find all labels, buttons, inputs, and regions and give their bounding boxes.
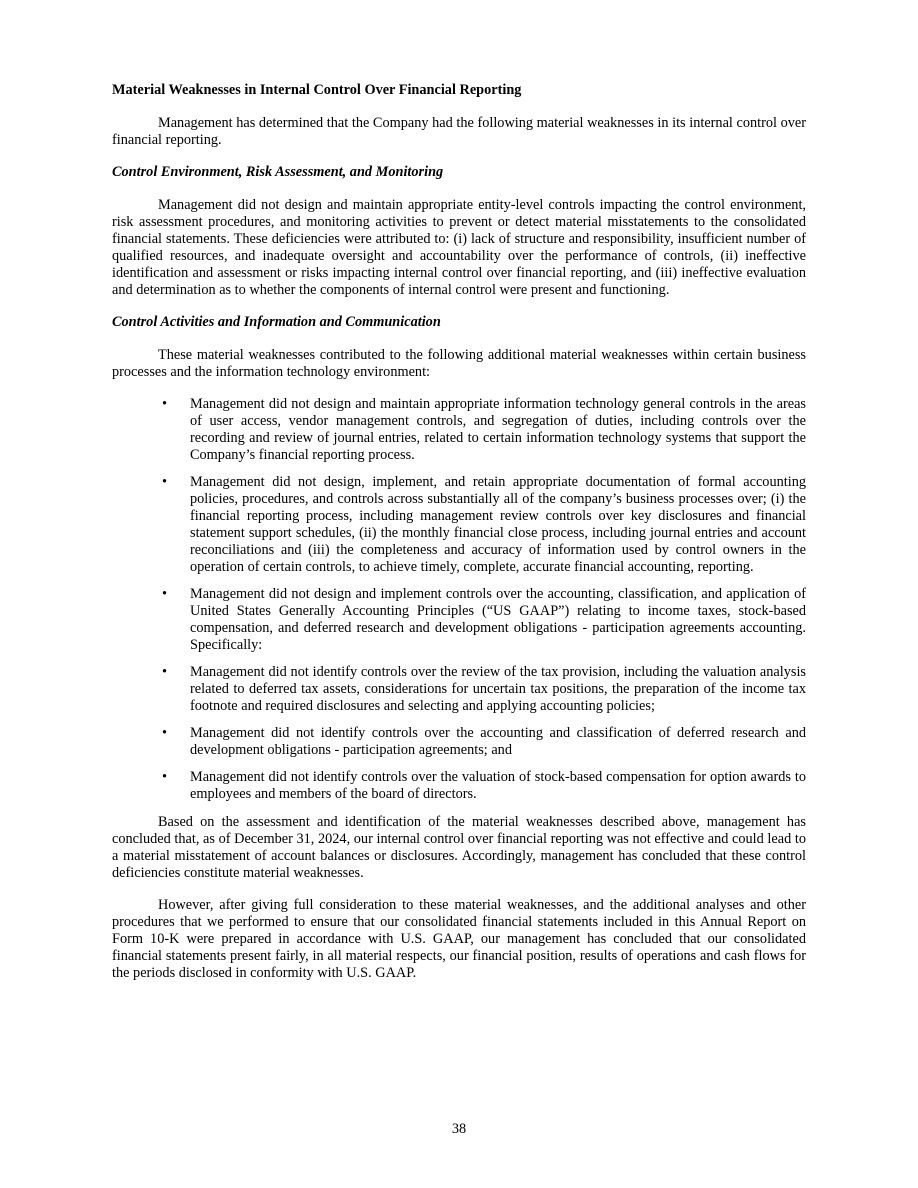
bullet-icon: • <box>162 396 168 412</box>
intro-paragraph: Management has determined that the Company had the following material weaknesses in its internal control over financial reporting. <box>112 115 806 148</box>
bullet-text: Management did not identify controls over the review of the tax provision, including the valuation analysis related to deferred tax assets, considerations for uncertain tax positions, the preparation of the income tax footnote and required disclosures and selecting and applying accounting policies; <box>190 664 806 714</box>
bullet-text: Management did not identify controls over the accounting and classification of deferred research and development obligations - participation agreements; and <box>190 725 806 758</box>
bullet-text: Management did not identify controls over the valuation of stock-based compensation for option awards to employees and members of the board of directors. <box>190 769 806 802</box>
bullet-icon: • <box>162 769 168 785</box>
bullet-item-it-general-controls <box>112 396 806 464</box>
bullet-icon: • <box>162 586 168 602</box>
bullet-item-stock-compensation-valuation <box>112 769 806 803</box>
bullet-item-us-gaap-application <box>112 586 806 654</box>
subsection-heading-control-activities: Control Activities and Information and Communication <box>112 314 441 330</box>
page-number: 38 <box>451 1121 467 1137</box>
bullet-text: Management did not design and maintain appropriate information technology general controls in the areas of user access, vendor management controls, and segregation of duties, including controls over the recording and review of journal entries, related to certain information technology systems that support the Company’s financial reporting process. <box>190 396 806 463</box>
bullet-item-deferred-rd-obligations <box>112 725 806 759</box>
gaap-fair-presentation-paragraph: However, after giving full consideration to these material weaknesses, and the additional analyses and other procedures that we performed to ensure that our consolidated financial statements included in this Annual Report on Form 10-K were prepared in accordance with U.S. GAAP, our management has concluded that our consolidated financial statements present fairly, in all material respects, our financial position, results of operations and cash flows for the periods disclosed in conformity with U.S. GAAP. <box>112 897 806 981</box>
document-title: Material Weaknesses in Internal Control Over Financial Reporting <box>112 82 522 98</box>
material-weaknesses-bullet-list <box>112 396 806 803</box>
control-activities-intro-paragraph: These material weaknesses contributed to the following additional material weaknesses within certain business processes and the information technology environment: <box>112 347 806 380</box>
bullet-item-tax-provision <box>112 664 806 715</box>
bullet-item-documentation-policies <box>112 474 806 576</box>
bullet-icon: • <box>162 664 168 680</box>
bullet-icon: • <box>162 725 168 741</box>
bullet-icon: • <box>162 474 168 490</box>
bullet-text: Management did not design, implement, and retain appropriate documentation of formal accounting policies, procedures, and controls across substantially all of the company’s business processes over; (i) the financial reporting process, including management review controls over key disclosures and financial statement support schedules, (ii) the monthly financial close process, including journal entries and account reconciliations and (iii) the completeness and accuracy of information used by control owners in the operation of certain controls, to achieve timely, complete, accurate financial accounting, reporting. <box>190 474 806 575</box>
assessment-conclusion-paragraph: Based on the assessment and identification of the material weaknesses described above, management has concluded that, as of December 31, 2024, our internal control over financial reporting was not effective and could lead to a material misstatement of account balances or disclosures. Accordingly, management has concluded that these control deficiencies constitute material weaknesses. <box>112 814 806 881</box>
control-environment-paragraph: Management did not design and maintain appropriate entity-level controls impacting the control environment, risk assessment procedures, and monitoring activities to prevent or detect material misstatements to the consolidated financial statements. These deficiencies were attributed to: (i) lack of structure and responsibility, insufficient number of qualified resources, and inadequate oversight and accountability over the performance of controls, (ii) ineffective identification and assessment or risks impacting internal control over financial reporting, and (iii) ineffective evaluation and determination as to whether the components of internal control were present and functioning. <box>112 197 806 298</box>
subsection-heading-control-environment: Control Environment, Risk Assessment, and Monitoring <box>112 164 444 180</box>
bullet-text: Management did not design and implement controls over the accounting, classification, and application of United States Generally Accounting Principles (“US GAAP”) relating to income taxes, stock-based compensation, and deferred research and development obligations - participation agreements accounting. Specifically: <box>190 586 806 653</box>
